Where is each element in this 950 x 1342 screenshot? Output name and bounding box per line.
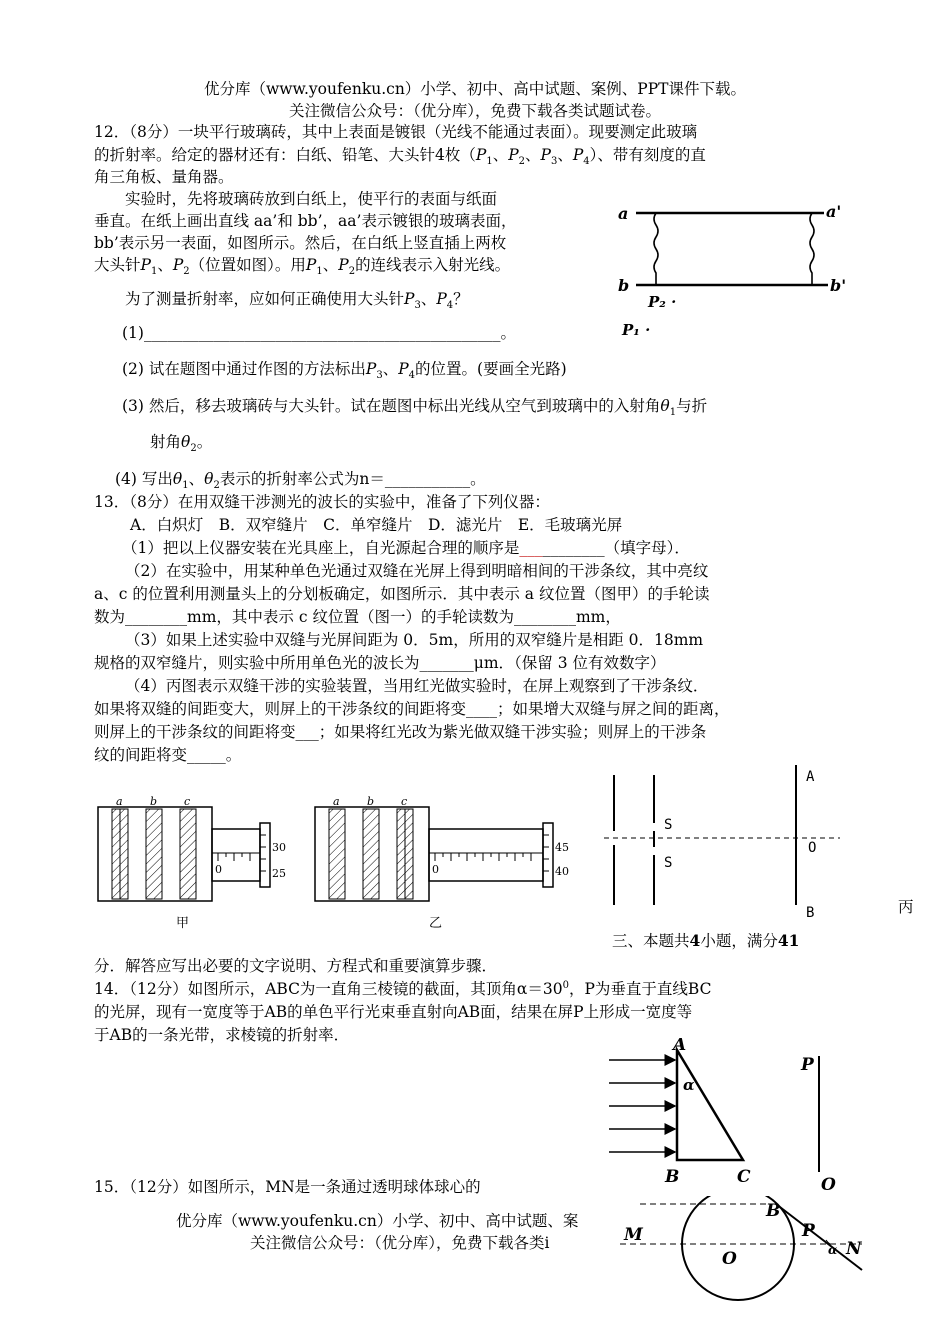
q12-para-4: 大头针$P_1$、$P_2$（位置如图）。用$P_1$、$P_2$的连线表示入射光线。	[94, 256, 511, 278]
label-P: P	[802, 1221, 815, 1241]
label-a: a	[618, 204, 629, 223]
scale-40: 40	[555, 865, 569, 878]
label-b-prime: b'	[830, 276, 847, 295]
q14-line-1: 14．（12分）如图所示，ABC为一直角三棱镜的截面，其顶角$\alpha=30^0$，P为垂直于直线BC	[94, 979, 712, 998]
label-s2: S	[664, 855, 673, 871]
label-M: M	[624, 1225, 643, 1245]
micrometer-figure-jia	[96, 795, 296, 935]
glass-slab-figure	[612, 195, 857, 345]
q12-para-2: 垂直。在纸上画出直线 aa’和 bb’，aa’表示镀银的玻璃表面，	[94, 212, 517, 230]
label-a: a	[116, 795, 123, 808]
q13-sub-2-c: 数为________mm，其中表示 c 纹位置（图一）的手轮读数为________mm，	[94, 608, 621, 626]
q13-sub-4-a: （4）丙图表示双缝干涉的实验装置，当用红光做实验时，在屏上观察到了干涉条纹．	[125, 677, 709, 695]
label-O: O	[821, 1175, 836, 1195]
q12-sub-3: (3) 然后，移去玻璃砖与大头针。试在题图中标出光线从空气到玻璃中的入射角$\theta_1$与折	[122, 397, 708, 419]
q13-sub-2-b: a、c 的位置利用测量头上的分划板确定，如图所示．其中表示 a 纹位置（图甲）的手轮读	[94, 585, 710, 603]
fringe-a	[329, 809, 345, 899]
label-c: c	[401, 795, 408, 808]
thimble	[543, 823, 553, 887]
label-N: N	[846, 1239, 862, 1259]
label-O: O	[808, 840, 817, 856]
q13-sub-4-d: 纹的间距将变_____。	[94, 746, 242, 764]
q12-ask: 为了测量折射率，应如何正确使用大头针$P_3$、$P_4$？	[125, 290, 469, 312]
label-P: P	[801, 1055, 814, 1075]
label-a-prime: a'	[826, 202, 842, 221]
slab-left-edge	[654, 213, 658, 285]
label-A: A	[806, 769, 815, 785]
q13-sub-2-a: （2）在实验中，用某种单色光通过双缝在光屏上得到明暗相间的干涉条纹，其中亮纹	[125, 562, 709, 580]
footer-line-1: 优分库（www.youfenku.cn）小学、初中、高中试题、案	[176, 1212, 579, 1230]
label-B: B	[665, 1167, 680, 1187]
label-a: a	[333, 795, 340, 808]
q12-sub-3-cont: 射角$\theta_2$。	[150, 433, 213, 455]
section-3-heading: 三、本题共4小题，满分41	[612, 931, 800, 950]
fringe-b	[363, 809, 379, 899]
label-O: O	[722, 1249, 737, 1269]
q12-line-3: 角三角板、量角器。	[94, 168, 234, 186]
fringe-b	[146, 809, 162, 899]
q13-items: A．白炽灯 B．双窄缝片 C．单窄缝片 D．滤光片 E．毛玻璃光屏	[130, 516, 623, 534]
header-line-1: 优分库（www.youfenku.cn）小学、初中、高中试题、案例、PPT课件下载。	[203, 80, 747, 98]
sphere-figure	[600, 1196, 880, 1306]
q14-line-3: 于AB的一条光带，求棱镜的折射率．	[94, 1026, 350, 1044]
q13-sub-1: （1）把以上仪器安装在光具座上，自光源起合理的顺序是___________（填字母）．	[122, 539, 690, 557]
label-B: B	[806, 905, 815, 921]
q13-sub-4-b: 如果将双缝的间距变大，则屏上的干涉条纹的间距将变____；如果增大双缝与屏之间的距离，	[94, 700, 730, 718]
label-b: b	[150, 795, 158, 808]
prism-abc	[677, 1050, 743, 1160]
prism-figure	[605, 1038, 855, 1198]
label-p1: P₁ ·	[622, 321, 651, 339]
label-b: b	[367, 795, 375, 808]
double-slit-figure	[600, 765, 860, 925]
fringe-c	[180, 809, 196, 899]
label-C: C	[737, 1167, 751, 1187]
micrometer-figure-yi	[313, 795, 583, 935]
sleeve-ticks	[435, 853, 531, 861]
figure-label-jia: 甲	[176, 916, 190, 931]
q14-line-2: 的光屏，现有一宽度等于AB的单色平行光束垂直射向AB面，结果在屏P上形成一宽度等	[94, 1003, 693, 1021]
thimble	[260, 823, 270, 887]
q12-sub-2: (2) 试在题图中通过作图的方法标出$P_3$、$P_4$的位置。(要画全光路)	[122, 360, 567, 382]
label-s1: S	[664, 817, 673, 833]
micrometer-sleeve	[429, 829, 543, 881]
q15-line-1: 15．（12分）如图所示，MN是一条通过透明球体球心的	[94, 1178, 481, 1196]
q12-sub-1: (1)______________________________________________。	[122, 324, 516, 342]
q13-sub-3-a: （3）如果上述实验中双缝与光屏间距为 0．5m，所用的双窄缝片是相距 0．18mm	[125, 631, 704, 649]
thimble-ticks	[543, 835, 549, 871]
label-B: B	[766, 1201, 781, 1221]
header-line-2: 关注微信公众号：（优分库），免费下载各类试题试卷。	[288, 102, 661, 120]
scale-0: 0	[215, 863, 222, 876]
footer-line-2: 关注微信公众号：（优分库），免费下载各类i	[250, 1234, 550, 1252]
q13-line-1: 13．（8分）在用双缝干涉测光的波长的实验中，准备了下列仪器：	[94, 493, 550, 511]
label-alpha: α	[828, 1243, 838, 1257]
label-b: b	[618, 276, 630, 295]
label-p2: P₂ ·	[648, 293, 677, 311]
figure-label-bing: 丙	[898, 898, 914, 916]
figure-label-yi: 乙	[429, 916, 443, 931]
scale-30: 30	[272, 841, 286, 854]
q12-sub-4: (4) 写出$\theta_1$、$\theta_2$表示的折射率公式为n＝___________。	[115, 470, 486, 492]
slab-right-edge	[810, 213, 814, 285]
q12-line-2: 的折射率。给定的器材还有：白纸、铅笔、大头针4枚（$P_1$、$P_2$、$P_3$、$P_4$）、带有刻度的直	[94, 146, 706, 168]
q12-line-1: 12．（8分）一块平行玻璃砖，其中上表面是镀银（光线不能通过表面）。现要测定此玻璃	[94, 123, 698, 141]
q12-para-3: bb’表示另一表面，如图所示。然后，在白纸上竖直插上两枚	[94, 234, 507, 252]
scale-45: 45	[555, 841, 569, 854]
scale-0: 0	[432, 863, 439, 876]
q12-para-1: 实验时，先将玻璃砖放到白纸上，使平行的表面与纸面	[125, 190, 498, 208]
refracted-ray	[776, 1204, 862, 1270]
q13-sub-3-b: 规格的双窄缝片，则实验中所用单色光的波长为_______μm．（保留 3 位有效数字）	[94, 654, 666, 672]
label-alpha: α	[683, 1076, 695, 1094]
label-A: A	[673, 1038, 687, 1055]
q13-sub-4-c: 则屏上的干涉条纹的间距将变___；如果将红光改为紫光做双缝干涉实验；则屏上的干涉条	[94, 723, 707, 741]
section-3-cont: 分．解答应写出必要的文字说明、方程式和重要演算步骤．	[94, 957, 498, 975]
scale-25: 25	[272, 867, 286, 880]
label-c: c	[184, 795, 191, 808]
